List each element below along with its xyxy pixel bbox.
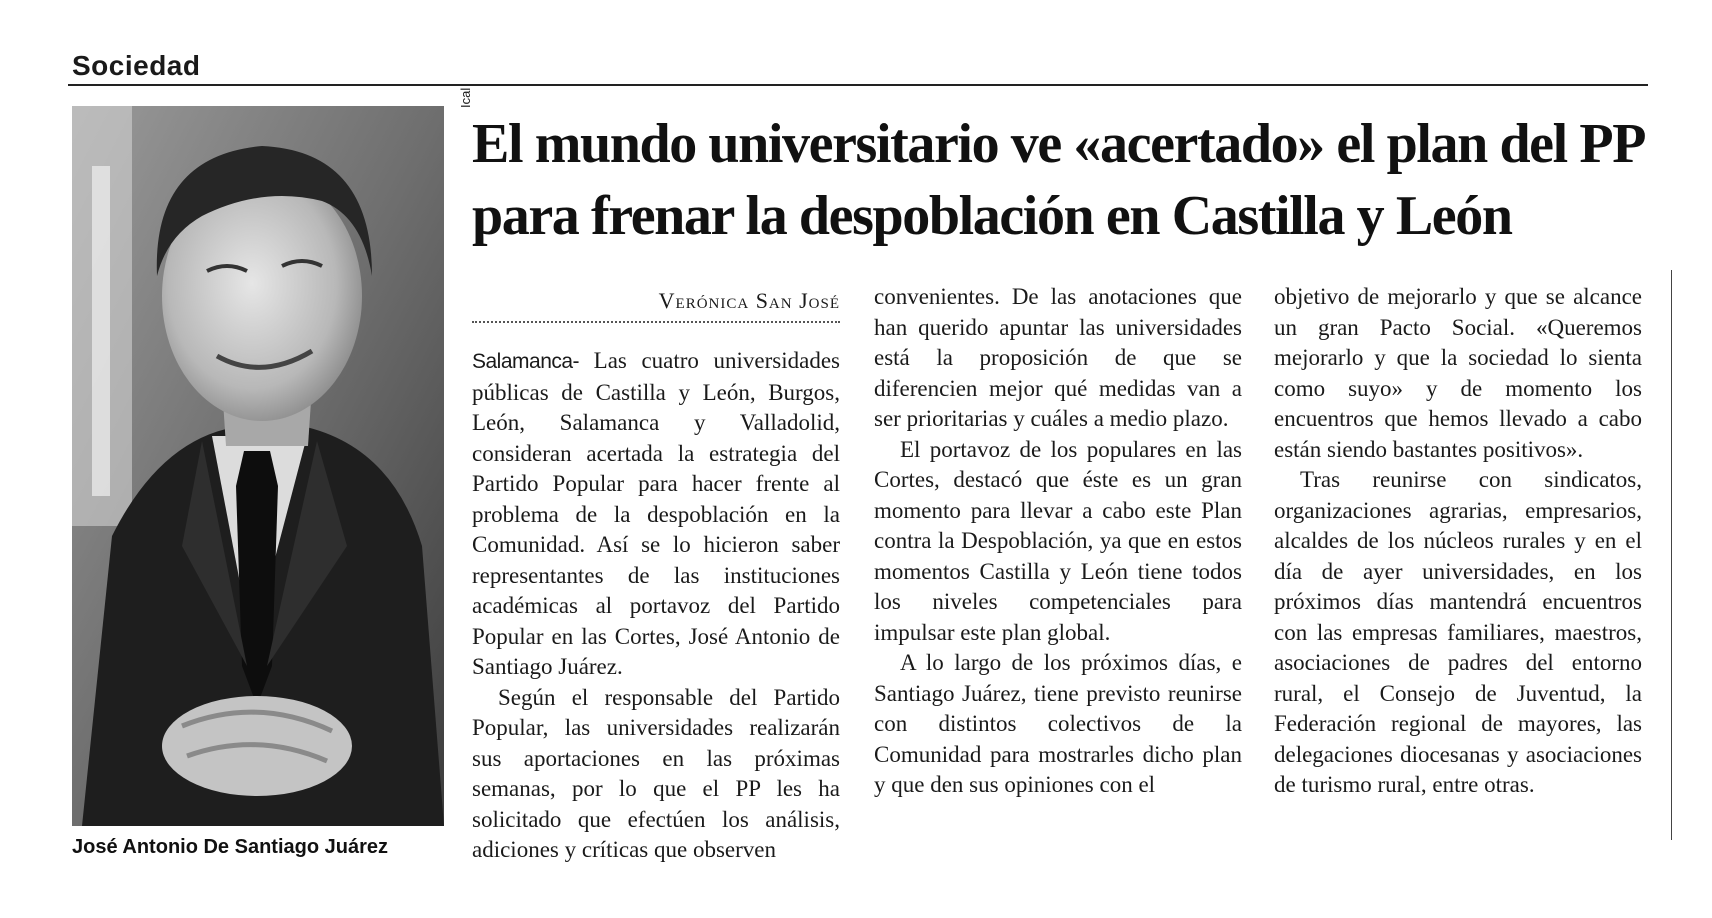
photo-caption: José Antonio De Santiago Juárez [72, 836, 388, 858]
article-column-2 [874, 282, 1242, 801]
paragraph: El portavoz de los populares en las Cortes, destacó que éste es un gran momento para llevar a cabo este Plan contra la Despoblación, ya que en estos momentos Castilla y León tiene todos los niveles competenciales para impulsar este plan global. [874, 436, 1242, 645]
byline-divider [472, 321, 840, 323]
paragraph: convenientes. De las anotaciones que han querido apuntar las universidades está la proposición de que se diferencien mejor qué medidas van a ser prioritarias y cuáles a medio plazo. [874, 284, 1242, 431]
portrait-photo [72, 106, 444, 826]
paragraph: objetivo de mejorarlo y que se alcance un gran Pacto Social. «Queremos mejorarlo y que la sociedad lo sienta como suyo» y de momento los encuentros que hemos llevado a cabo están siendo bastantes positivos». [1274, 284, 1642, 462]
article-column-3 [1274, 282, 1642, 801]
paragraph: Según el responsable del Partido Popular, las universidades realizarán sus aportaciones en las próximas semanas, por lo que el PP les ha solicitado que efectúen los análisis, adiciones y críticas que observen [472, 684, 840, 862]
dateline: Salamanca- [472, 350, 580, 373]
section-title: Sociedad [72, 50, 201, 81]
paragraph: Tras reunirse con sindicatos, organizaciones agrarias, empresarios, alcaldes de los núcleos rurales y en el día de ayer universidades, en los próximos días mantendrá encuentros con las empresas familiares, maestros, asociaciones de padres del entorno rural, el Consejo de Juventud, la Federación regional de mayores, las delegaciones diocesanas y asociaciones de turismo rural, entre otras. [1274, 467, 1642, 797]
photo-credit: Ical [458, 87, 473, 108]
paragraph: A lo largo de los próximos días, e Santiago Juárez, tiene previsto reunirse con distintos colectivos de la Comunidad para mostrarles dicho plan y que den sus opiniones con el [874, 650, 1242, 797]
section-divider [68, 84, 1648, 86]
byline: Verónica San José [658, 288, 840, 313]
column-divider [1671, 270, 1672, 840]
paragraph-text: Las cuatro universidades públicas de Castilla y León, Burgos, León, Salamanca y Valladolid, consideran acertada la estrategia del Partido Popular para hacer frente al problema de la despoblación en la Comunidad. Así se lo hicieron saber representantes de las instituciones académicas al portavoz del Partido Popular en las Cortes, José Antonio de Santiago Juárez. [472, 348, 840, 679]
headline: El mundo universitario ve «acertado» el plan del PP para frenar la despoblación en Castilla y León [472, 113, 1642, 247]
article-column-1 [472, 346, 840, 866]
paragraph [472, 346, 840, 683]
